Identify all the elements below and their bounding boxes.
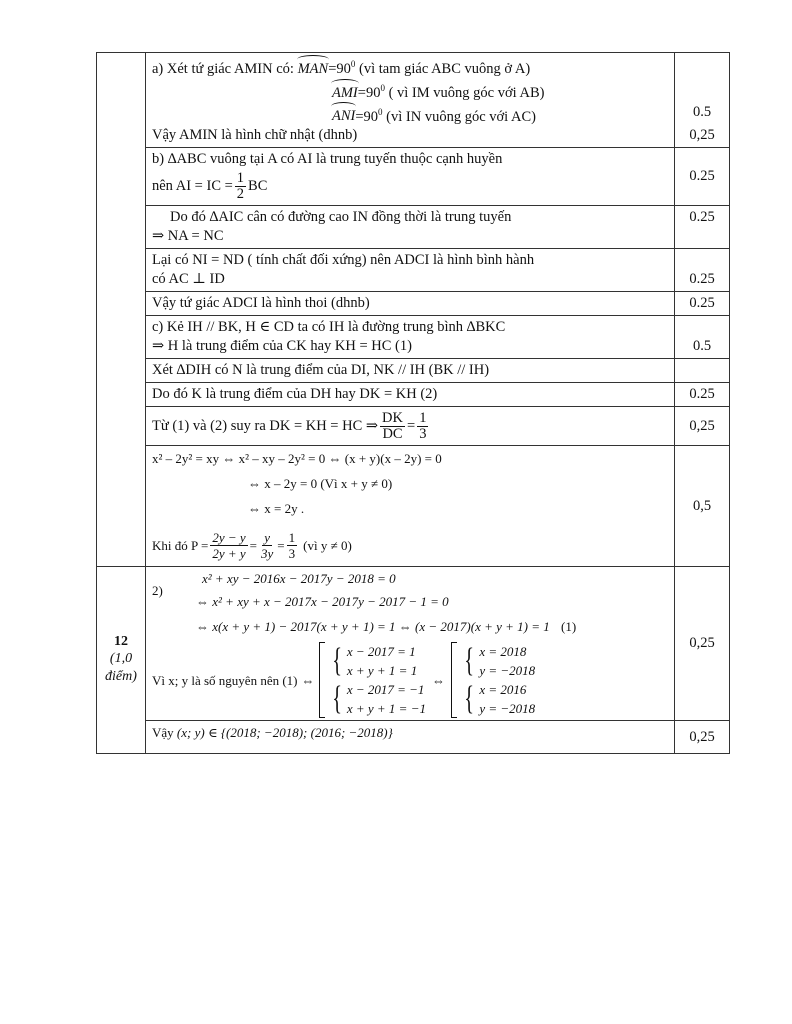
- score-cell: [675, 359, 730, 383]
- outer-system: { x − 2017 = 1 x + y + 1 = 1 { x − 2017 = −1 x + y + 1 = −1: [319, 642, 426, 718]
- content-cell: Vậy (x; y) ∈ {(2018; −2018); (2016; −2018)}: [146, 721, 675, 754]
- question-number-cell: [97, 567, 146, 754]
- content-cell: Vậy tứ giác ADCI là hình thoi (dhnb): [146, 292, 675, 316]
- angle-man: MAN: [297, 60, 329, 77]
- score-cell: 0,25: [675, 567, 730, 721]
- score-cell: 0,5: [675, 446, 730, 567]
- question-cell-blank: [97, 53, 146, 567]
- content-cell: c) Kẻ IH // BK, H ∈ CD ta có IH là đường trung bình ∆BKC ⇒ H là trung điểm của CK hay KH = HC (1): [146, 316, 675, 359]
- table-row: [97, 316, 730, 359]
- score-cell: 0.25: [675, 206, 730, 249]
- score-cell: 0,25: [675, 407, 730, 446]
- angle-ami: AMI: [332, 84, 358, 101]
- content-cell: a) Xét tứ giác AMIN có: $MAN=90^0$ (vì tam giác ABC vuông ở A) $AMI=90^0$ ( vì IM vuông góc với AB) $ANI=90^0$ (vì IN vuông góc với AC) Vậy AMIN là hình chữ nhật (dhnb): [146, 53, 675, 148]
- content-cell: Lại có NI = ND ( tính chất đối xứng) nên ADCI là hình bình hành có AC ⊥ ID: [146, 249, 675, 292]
- score-cell: 0.25: [675, 383, 730, 407]
- content-cell: x² – 2y² = xy ⇔ x² – xy – 2y² = 0 ⇔ (x + y)(x – 2y) = 0 ⇔ x – 2y = 0 (Vì x + y ≠ 0) ⇔ x = 2y . Khi đó P = $\frac{2y - y}{2y + y}$ = $\frac{y}{3y}$ = $\frac{1}{3}$ (vì y ≠ 0): [146, 446, 675, 567]
- content-cell: Do đó K là trung điểm của DH hay DK = KH (2): [146, 383, 675, 407]
- content-cell: b) ∆ABC vuông tại A có AI là trung tuyến thuộc cạnh huyền nên AI = IC = $\frac{1}{2}$ BC: [146, 148, 675, 206]
- question-points-unit: điểm): [105, 669, 137, 685]
- table-row: [97, 249, 730, 292]
- table-row: [97, 567, 730, 721]
- score-cell: 0.25: [675, 148, 730, 206]
- table-row: [97, 446, 730, 567]
- score-cell: 0.25: [675, 249, 730, 292]
- score-cell: 0.5: [675, 316, 730, 359]
- content-cell: Từ (1) và (2) suy ra DK = KH = HC ⇒ $\frac{DK}{DC}$ = $\frac{1}{3}$: [146, 407, 675, 446]
- score-cell: 0,25: [675, 721, 730, 754]
- table-row: [97, 206, 730, 249]
- angle-ani: ANI: [332, 108, 356, 125]
- question-points: (1,0: [109, 651, 133, 667]
- table-row: [97, 53, 730, 148]
- score-cell: 0.25: [675, 292, 730, 316]
- table-row: [97, 721, 730, 754]
- question-number: 12: [114, 634, 128, 650]
- content-cell: 2) x² + xy − 2016x − 2017y − 2018 = 0 ⇔ x² + xy + x − 2017x − 2017y − 2017 − 1 = 0 ⇔ x(x + y + 1) − 2017(x + y + 1) = 1 ⇔ (x − 2017)(x + y + 1) = 1 (1) Vì x; y là số nguyên nên (1) ⇔ { x − 2017 = 1 x + y + 1 = 1 { x − 2017 = −1 x + y + 1 = −1 ⇔ { x = 2018 y = −2018 { x = 2016 y = −2018: [146, 567, 675, 721]
- table-row: [97, 383, 730, 407]
- content-cell: Do đó ∆AIC cân có đường cao IN đồng thời là trung tuyến ⇒ NA = NC: [146, 206, 675, 249]
- table-row: [97, 407, 730, 446]
- table-row: [97, 148, 730, 206]
- answer-table: [96, 52, 730, 754]
- result-system: { x = 2018 y = −2018 { x = 2016 y = −2018: [451, 642, 535, 718]
- table-row: [97, 359, 730, 383]
- score-cell: 0.5 0,25: [675, 53, 730, 148]
- table-row: [97, 292, 730, 316]
- content-cell: Xét ∆DIH có N là trung điểm của DI, NK // IH (BK // IH): [146, 359, 675, 383]
